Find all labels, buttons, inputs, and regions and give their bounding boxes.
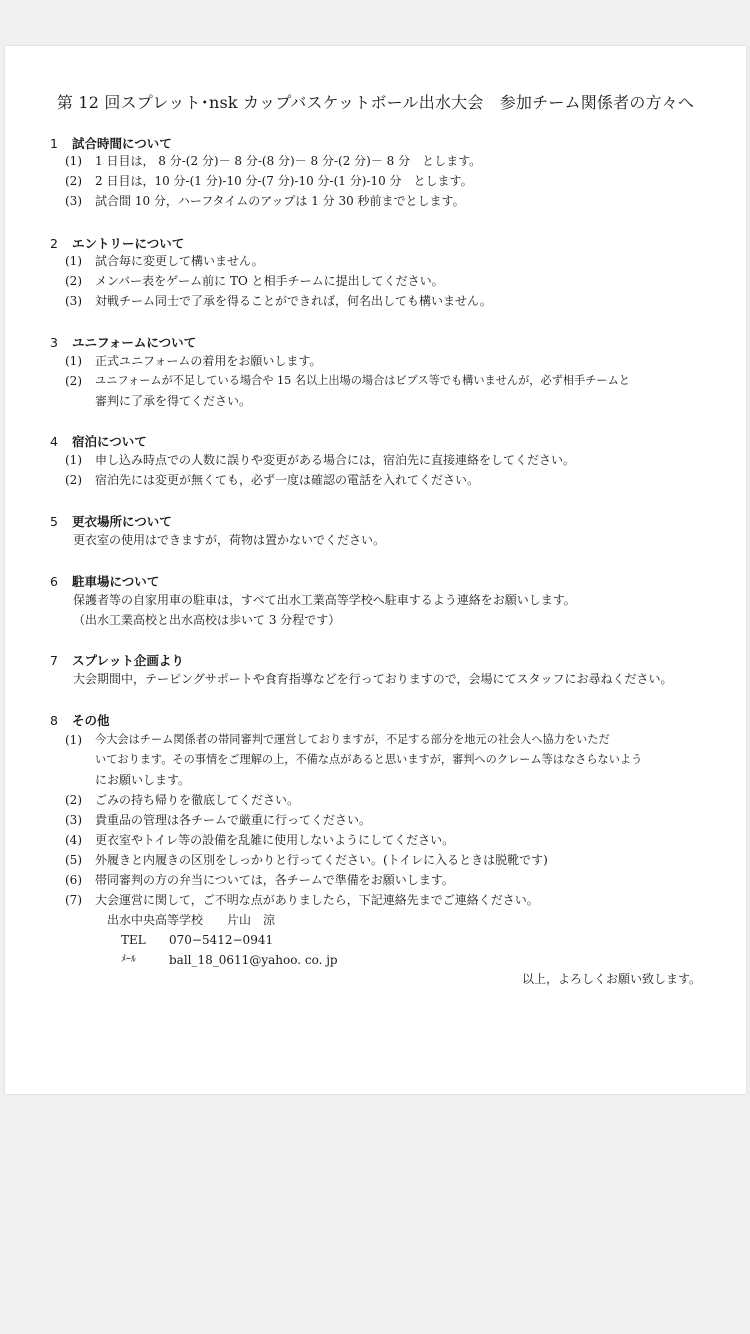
section-title: その他 [72,713,110,728]
item-text-continued: 審判に了承を得てください。 [95,394,252,408]
contact-tel-label: TEL [121,933,146,947]
item-text: 今大会はチーム関係者の帯同審判で運営しておりますが，不足する部分を地元の社会人へ協力をいただ [95,733,610,746]
contact-organization: 出水中央高等学校 片山 涼 [107,913,276,927]
item-label: (2) [65,793,82,807]
section-title: 更衣場所について [72,514,172,529]
item-label: (7) [65,893,82,907]
section-8-heading [50,711,110,729]
item-text: 試合毎に変更して構いません。 [95,254,264,268]
item-label: (1) [65,354,82,368]
section-body-text: （出水工業高校と出水高校は歩いて 3 分程です） [73,613,341,627]
item-text: 正式ユニフォームの着用をお願いします。 [95,354,322,368]
section-5-heading [50,512,172,530]
section-title: エントリーについて [72,236,185,251]
item-text: ごみの持ち帰りを徹底してください。 [95,793,300,807]
section-7-heading [50,651,184,669]
item-label: (1) [65,254,82,268]
item-text: 申し込み時点での人数に誤りや変更がある場合には，宿泊先に直接連絡をしてください。 [95,453,576,467]
item-label: (3) [65,294,82,308]
item-text-continued: にお願いします。 [95,773,191,787]
document-title: 第 12 回スプレット･nsk カップバスケットボール出水大会 参加チーム関係者の方々へ [56,93,695,112]
item-label: (5) [65,853,82,867]
item-label: (3) [65,194,82,208]
section-3-heading [50,333,196,351]
item-text: 対戦チーム同士で了承を得ることができれば，何名出しても構いません。 [95,294,492,308]
section-number: 7 [50,653,58,668]
item-label: (2) [65,274,82,288]
item-text: 外履きと内履きの区別をしっかりと行ってください。(トイレに入るときは脱靴です) [95,853,548,867]
item-text: 帯同審判の方の弁当については，各チームで準備をお願いします。 [95,873,454,887]
contact-tel: 070−5412−0941 [169,933,274,947]
section-number: 1 [50,136,58,151]
section-title: スプレット企画より [72,653,184,668]
section-body-text: 大会期間中，テーピングサポートや食育指導などを行っておりますので，会場にてスタッフにお尋ねください。 [73,672,673,686]
item-label: (1) [65,154,82,168]
section-6-heading [50,572,159,590]
item-text: 試合間 10 分，ハーフタイムのアップは 1 分 30 秒前までとします。 [95,194,465,208]
item-label: (1) [65,733,82,747]
item-label: (4) [65,833,82,847]
section-body-text: 保護者等の自家用車の駐車は，すべて出水工業高等学校へ駐車するよう連絡をお願いします。 [73,593,576,607]
section-title: 宿泊について [72,434,147,449]
section-body-text: 更衣室の使用はできますが，荷物は置かないでください。 [73,533,386,547]
section-4-heading [50,432,147,450]
section-title: 駐車場について [72,574,160,589]
section-1-heading [50,134,172,152]
item-label: (2) [65,473,82,487]
item-text: メンバー表をゲーム前に TO と相手チームに提出してください。 [95,274,444,288]
item-text: 大会運営に関して，ご不明な点がありましたら，下記連絡先までご連絡ください。 [95,893,539,907]
section-number: 2 [50,236,58,251]
section-number: 5 [50,514,58,529]
closing-remark: 以上，よろしくお願い致します。 [521,972,701,986]
item-label: (3) [65,813,82,827]
item-text-continued: いております。その事情をご理解の上，不備な点があると思いますが，審判へのクレーム等はなさらないよう [95,753,643,766]
contact-mail: ball_18_0611@yahoo. co. jp [169,953,338,967]
section-number: 6 [50,574,58,589]
item-text: 更衣室やトイレ等の設備を乱雑に使用しないようにしてください。 [95,833,455,847]
item-label: (2) [65,374,82,388]
section-title: 試合時間について [72,136,172,151]
item-text: 宿泊先には変更が無くても，必ず一度は確認の電話を入れてください。 [95,473,480,487]
section-title: ユニフォームについて [72,335,197,350]
contact-mail-label: ﾒｰﾙ [121,954,136,965]
section-2-heading [50,234,184,252]
document-page [5,46,746,1094]
section-number: 4 [50,434,58,449]
item-text: 貴重品の管理は各チームで厳重に行ってください。 [95,813,372,827]
section-number: 3 [50,335,58,350]
item-label: (6) [65,873,82,887]
item-text: 2 日目は，10 分-(1 分)-10 分-(7 分)-10 分-(1 分)-10 分 とします。 [95,174,473,188]
item-text: 1 日目は， 8 分-(2 分)－ 8 分-(8 分)－ 8 分-(2 分)－ 8 分 とします。 [95,154,482,168]
section-number: 8 [50,713,58,728]
item-text: ユニフォームが不足している場合や 15 名以上出場の場合はビブス等でも構いませんが，必ず相手チームと [95,374,630,387]
item-label: (2) [65,174,82,188]
item-label: (1) [65,453,82,467]
